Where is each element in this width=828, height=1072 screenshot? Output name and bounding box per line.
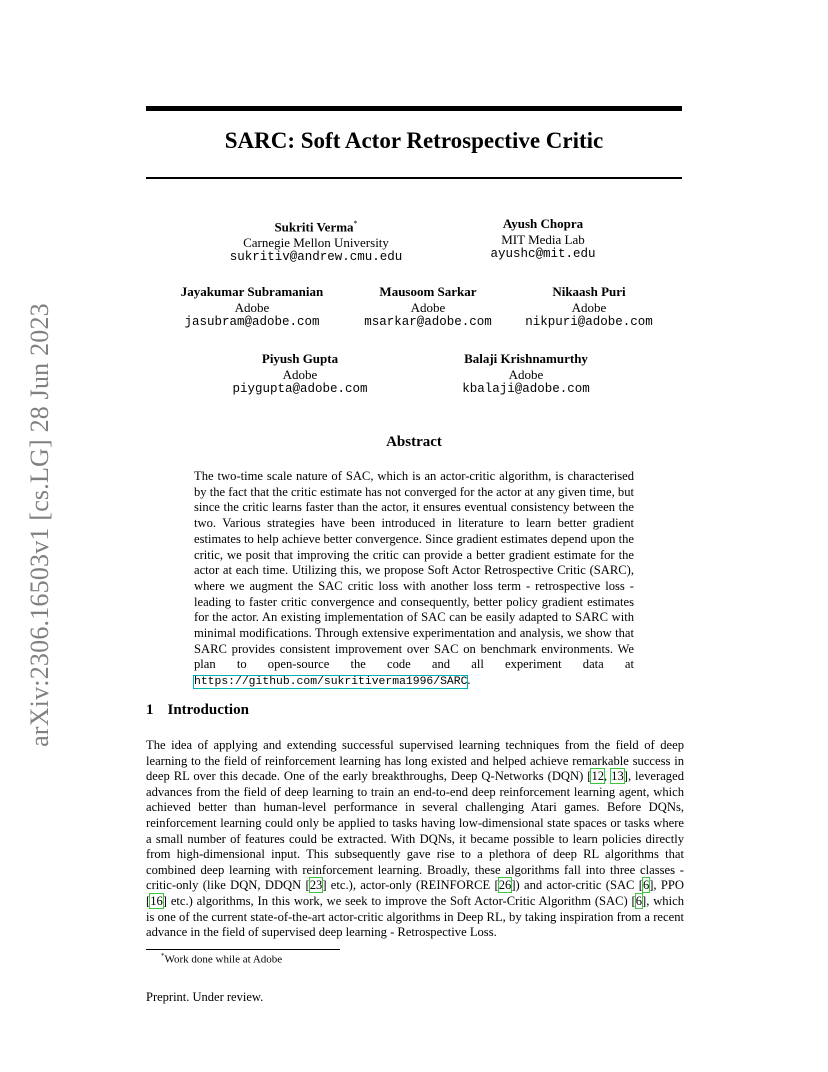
author-email: sukritiv@andrew.cmu.edu	[229, 250, 403, 265]
author-affiliation: Adobe	[410, 299, 446, 315]
author-email: piygupta@adobe.com	[232, 382, 368, 396]
footnote-rule	[146, 949, 340, 950]
citation-link[interactable]: 13	[611, 769, 624, 784]
author-affiliation: Adobe	[508, 366, 544, 382]
intro-text: ]) and actor-critic (SAC [	[511, 878, 643, 893]
intro-text: ,	[604, 769, 612, 784]
intro-text: ], PPO [	[146, 878, 684, 908]
author-name: Balaji Krishnamurthy	[464, 351, 588, 366]
intro-text: The idea of applying and extending successful supervised learning techniques from the field of deep learning to the field of reinforcement learning has long existed and helped achieve remarkable success in deep RL over this decade. One of the early breakthroughs, Deep Q-Networks (DQN) [	[146, 738, 684, 784]
author-name: Piyush Gupta	[261, 351, 339, 366]
abstract-body	[194, 469, 634, 691]
footnote	[161, 952, 282, 966]
author-name: Mausoom Sarkar	[379, 284, 477, 299]
author-email: kbalaji@adobe.com	[462, 382, 590, 396]
author-affiliation: Adobe	[571, 299, 607, 315]
citation-link[interactable]: 16	[150, 893, 163, 908]
citation-link[interactable]: 12	[591, 769, 605, 784]
abstract-end-punct: .	[467, 673, 471, 688]
citation-link[interactable]: 26	[498, 878, 512, 893]
author-name: Nikaash Puri	[552, 284, 626, 299]
section-number: 1	[146, 702, 154, 718]
author-affiliation: Adobe	[282, 366, 318, 382]
citation-link[interactable]: 6	[635, 893, 643, 908]
section-title: Introduction	[167, 702, 249, 718]
intro-text: ] etc.), actor-only (REINFORCE [	[322, 878, 499, 893]
github-repo-link[interactable]: https://github.com/sukritiverma1996/SARC	[194, 676, 468, 689]
section-heading	[146, 702, 249, 719]
arxiv-stamp-text: arXiv:2306.16503v1 [cs.LG] 28 Jun 2023	[25, 303, 54, 747]
introduction-paragraph	[146, 738, 684, 941]
intro-text: ], which is one of the current state-of-the-art actor-critic algorithms in Deep RL, by taking inspiration from a recent advance in the field of supervised deep learning - Retrospective Loss.	[146, 893, 684, 940]
author-block	[216, 216, 416, 266]
author-name: Jayakumar Subramanian	[180, 284, 324, 299]
author-email: ayushc@mit.edu	[490, 247, 596, 261]
author-affiliation: Carnegie Mellon University	[243, 234, 389, 250]
author-block	[152, 284, 352, 331]
author-block	[200, 351, 400, 398]
author-block	[489, 284, 689, 331]
title-bottom-rule	[146, 177, 682, 179]
citation-link[interactable]: 6	[642, 878, 650, 893]
preprint-note: Preprint. Under review.	[146, 990, 264, 1004]
author-block	[426, 351, 626, 398]
arxiv-identifier-stamp	[20, 290, 60, 760]
author-affiliation: MIT Media Lab	[501, 231, 585, 247]
footnote-text: Work done while at Adobe	[164, 953, 283, 966]
author-email: jasubram@adobe.com	[184, 315, 320, 329]
intro-text: ], leveraged advances from the field of deep learning to train an end-to-end deep reinforcement learning agent, which achieved better than human-level performance in several challenging Atari games. Before DQNs, reinforcement learning could only be applied to tasks having low-dimensional state spaces or tasks where a small number of features could be extracted. With DQNs, it became possible to learn policies directly from high-dimensional input. This subsequently gave rise to a plethora of deep RL algorithms that combined deep learning with reinforcement learning. Broadly, these algorithms fall into three classes - critic-only (like DQN, DDQN [	[146, 769, 684, 893]
citation-link[interactable]: 23	[309, 878, 323, 893]
author-name: Ayush Chopra	[502, 216, 584, 231]
title-top-rule	[146, 106, 682, 111]
abstract-text: The two-time scale nature of SAC, which is an actor-critic algorithm, is characterised by the fact that the critic estimate has not converged for the actor at any given time, but since the critic learns faster than the actor, it ensures eventual consistency between the two. Various strategies have been introduced in literature to learn better gradient estimates to help achieve better convergence. Since gradient estimates depend upon the critic, we posit that improving the critic can provide a better gradient estimate for the actor at each time. Utilizing this, we propose Soft Actor Retrospective Critic (SARC), where we augment the SAC critic loss with another loss term - retrospective loss - leading to faster critic convergence and consequently, better policy gradient estimates for the actor. An existing implementation of SAC can be easily adapted to SARC with minimal modifications. Through extensive experimentation and analysis, we show that SARC provides consistent improvement over SAC on benchmark environments. We plan to open-source the code and all experiment data at	[194, 469, 634, 672]
footnote-mark: *	[161, 952, 165, 960]
intro-text: ] etc.) algorithms, In this work, we seek to improve the Soft Actor-Critic Algorithm (SAC) [	[162, 893, 636, 908]
author-email: nikpuri@adobe.com	[525, 315, 653, 329]
abstract-heading: Abstract	[386, 434, 442, 450]
author-affiliation: Adobe	[234, 299, 270, 315]
author-email: msarkar@adobe.com	[364, 315, 492, 329]
author-name: Sukriti Verma*	[274, 219, 358, 235]
footnote-mark: *	[353, 219, 358, 228]
paper-title: SARC: Soft Actor Retrospective Critic	[224, 128, 604, 153]
author-block	[443, 216, 643, 263]
